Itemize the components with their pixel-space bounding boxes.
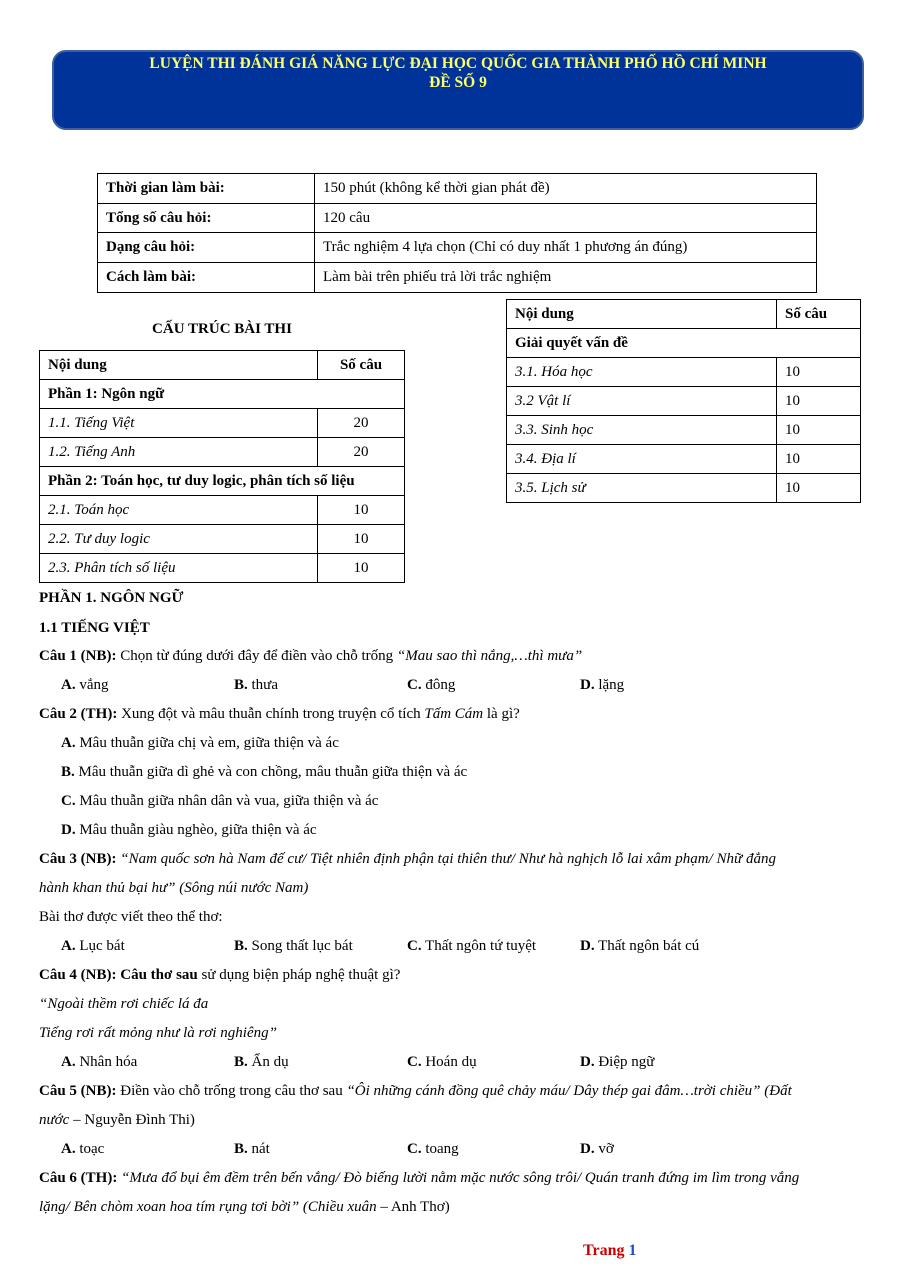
question-quote-cont: nước – Nguyễn Đình Thi) (39, 1112, 195, 1128)
option-d: D. Thất ngôn bát cú (580, 938, 700, 954)
row-count: 10 (777, 474, 861, 503)
question-prompt: Bài thơ được viết theo thể thơ: (39, 909, 223, 925)
table-row (507, 445, 861, 474)
question-1 (39, 648, 582, 665)
row-count: 10 (318, 554, 405, 583)
part-heading: Giải quyết vấn đề (507, 329, 861, 358)
page-number: 1 (628, 1242, 637, 1259)
verse-line-2: Tiếng rơi rất mỏng như là rơi nghiêng” (39, 1025, 277, 1041)
header-banner (52, 50, 864, 130)
row-name: 2.1. Toán học (40, 496, 318, 525)
question-text: Điền vào chỗ trống trong câu thơ sau (116, 1083, 347, 1099)
row-name: 3.1. Hóa học (507, 358, 777, 387)
header-content: Nội dung (40, 351, 318, 380)
info-label: Thời gian làm bài: (98, 174, 315, 204)
option-d: D. Điệp ngữ (580, 1054, 655, 1070)
row-name: 3.3. Sinh học (507, 416, 777, 445)
row-name: 3.4. Địa lí (507, 445, 777, 474)
question-2: Câu 2 (TH): Xung đột và mâu thuẫn chính trong truyện cổ tích Tấm Cám là gì? (39, 706, 520, 722)
part-title: PHẦN 1. NGÔN NGỮ (39, 590, 184, 606)
option-b: B. nát (234, 1141, 270, 1157)
page-footer (583, 1242, 636, 1260)
structure-table-right (506, 299, 861, 503)
row-count: 20 (318, 409, 405, 438)
option-a: A. Nhân hóa (61, 1054, 138, 1070)
table-row (40, 525, 405, 554)
info-label: Dạng câu hỏi: (98, 233, 315, 263)
question-4 (39, 967, 400, 984)
header-exam-number: ĐỀ SỐ 9 (429, 74, 487, 91)
question-story-title: Tấm Cám (424, 706, 484, 722)
info-label: Tổng số câu hỏi: (98, 203, 315, 233)
table-row (40, 554, 405, 583)
option-b: B. Song thất lục bát (234, 938, 353, 954)
page-label: Trang (583, 1242, 629, 1259)
question-quote-cont: lặng/ Bên chòm xoan hoa tím rụng tơi bời” (Chiều xuân – Anh Thơ) (39, 1199, 450, 1215)
row-name: 2.3. Phân tích số liệu (40, 554, 318, 583)
question-text: sử dụng biện pháp nghệ thuật gì? (197, 967, 401, 983)
question-text: Xung đột và mâu thuẫn chính trong truyện cổ tích (117, 706, 425, 722)
row-count: 10 (777, 387, 861, 416)
row-count: 20 (318, 438, 405, 467)
table-row (98, 203, 817, 233)
table-row (40, 380, 405, 409)
section-title: 1.1 TIẾNG VIỆT (39, 620, 150, 636)
option-c: C. đông (407, 677, 456, 693)
question-label: Câu 5 (NB): (39, 1083, 117, 1099)
table-row (507, 387, 861, 416)
header-title: LUYỆN THI ĐÁNH GIÁ NĂNG LỰC ĐẠI HỌC QUỐC GIA THÀNH PHỐ HỒ CHÍ MINH (149, 55, 767, 72)
header-count: Số câu (777, 300, 861, 329)
exam-info-table (97, 173, 817, 293)
table-row (40, 467, 405, 496)
question-6 (39, 1170, 799, 1187)
row-count: 10 (318, 496, 405, 525)
question-quote-cont: hành khan thủ bại hư” (Sông núi nước Nam) (39, 880, 309, 896)
row-count: 10 (777, 358, 861, 387)
question-text: Chọn từ đúng dưới đây để điền vào chỗ trống (116, 648, 397, 664)
info-value: Làm bài trên phiếu trả lời trắc nghiệm (315, 263, 817, 293)
option-a: A. toạc (61, 1141, 105, 1157)
row-count: 10 (777, 416, 861, 445)
table-row (40, 496, 405, 525)
row-name: 2.2. Tư duy logic (40, 525, 318, 554)
structure-title: CẤU TRÚC BÀI THI (152, 321, 292, 337)
info-value: 120 câu (315, 203, 817, 233)
table-row (507, 416, 861, 445)
option-a: A. Lục bát (61, 938, 125, 954)
option-d: D. Mâu thuẫn giàu nghèo, giữa thiện và ác (61, 822, 317, 838)
row-name: 3.5. Lịch sử (507, 474, 777, 503)
question-quote: “Mưa đổ bụi êm đềm trên bến vắng/ Đò biếng lười nằm mặc nước sông trôi/ Quán tranh đứng im lìm trong vắng (117, 1170, 800, 1186)
option-c: C. Hoán dụ (407, 1054, 477, 1070)
question-label: Câu 1 (NB): (39, 648, 117, 664)
question-label: Câu 6 (TH): (39, 1170, 118, 1186)
table-row (40, 438, 405, 467)
question-label: Câu 4 (NB): Câu thơ sau (39, 967, 198, 983)
row-name: 3.2 Vật lí (507, 387, 777, 416)
table-row (40, 409, 405, 438)
question-quote: “Mau sao thì nắng,…thì mưa” (396, 648, 583, 664)
table-header-row (507, 300, 861, 329)
table-header-row (40, 351, 405, 380)
verse-line-1: “Ngoài thềm rơi chiếc lá đa (39, 996, 209, 1012)
option-c: C. Mâu thuẫn giữa nhân dân và vua, giữa thiện và ác (61, 793, 379, 809)
header-content: Nội dung (507, 300, 777, 329)
table-row (507, 358, 861, 387)
info-value: 150 phút (không kể thời gian phát đề) (315, 174, 817, 204)
structure-table-left (39, 350, 405, 583)
question-3 (39, 851, 776, 868)
option-a: A. Mâu thuẫn giữa chị và em, giữa thiện và ác (61, 735, 339, 751)
row-name: 1.1. Tiếng Việt (40, 409, 318, 438)
table-row (98, 233, 817, 263)
option-b: B. Ẩn dụ (234, 1054, 289, 1070)
question-5 (39, 1083, 792, 1100)
question-label: Câu 3 (NB): (39, 851, 117, 867)
row-count: 10 (318, 525, 405, 554)
info-value: Trắc nghiệm 4 lựa chọn (Chỉ có duy nhất 1 phương án đúng) (315, 233, 817, 263)
option-c: C. Thất ngôn tứ tuyệt (407, 938, 537, 954)
row-name: 1.2. Tiếng Anh (40, 438, 318, 467)
option-d: D. vỡ (580, 1141, 614, 1157)
option-b: B. thưa (234, 677, 278, 693)
table-row (98, 263, 817, 293)
info-label: Cách làm bài: (98, 263, 315, 293)
table-row (98, 174, 817, 204)
option-c: C. toang (407, 1141, 459, 1157)
option-a: A. vắng (61, 677, 109, 693)
question-quote: “Ôi những cánh đồng quê chảy máu/ Dây thép gai đâm…trời chiều” (Đất (346, 1083, 792, 1099)
question-quote: “Nam quốc sơn hà Nam đế cư/ Tiệt nhiên định phận tại thiên thư/ Như hà nghịch lỗ lai xâm phạm/ Nhữ đẳng (116, 851, 776, 867)
table-row (507, 474, 861, 503)
table-row (507, 329, 861, 358)
part-heading: Phần 1: Ngôn ngữ (40, 380, 405, 409)
option-b: B. Mâu thuẫn giữa dì ghẻ và con chồng, mâu thuẫn giữa thiện và ác (61, 764, 468, 780)
option-d: D. lặng (580, 677, 625, 693)
header-count: Số câu (318, 351, 405, 380)
row-count: 10 (777, 445, 861, 474)
part-heading: Phần 2: Toán học, tư duy logic, phân tích số liệu (40, 467, 405, 496)
question-label: Câu 2 (TH): (39, 706, 118, 722)
